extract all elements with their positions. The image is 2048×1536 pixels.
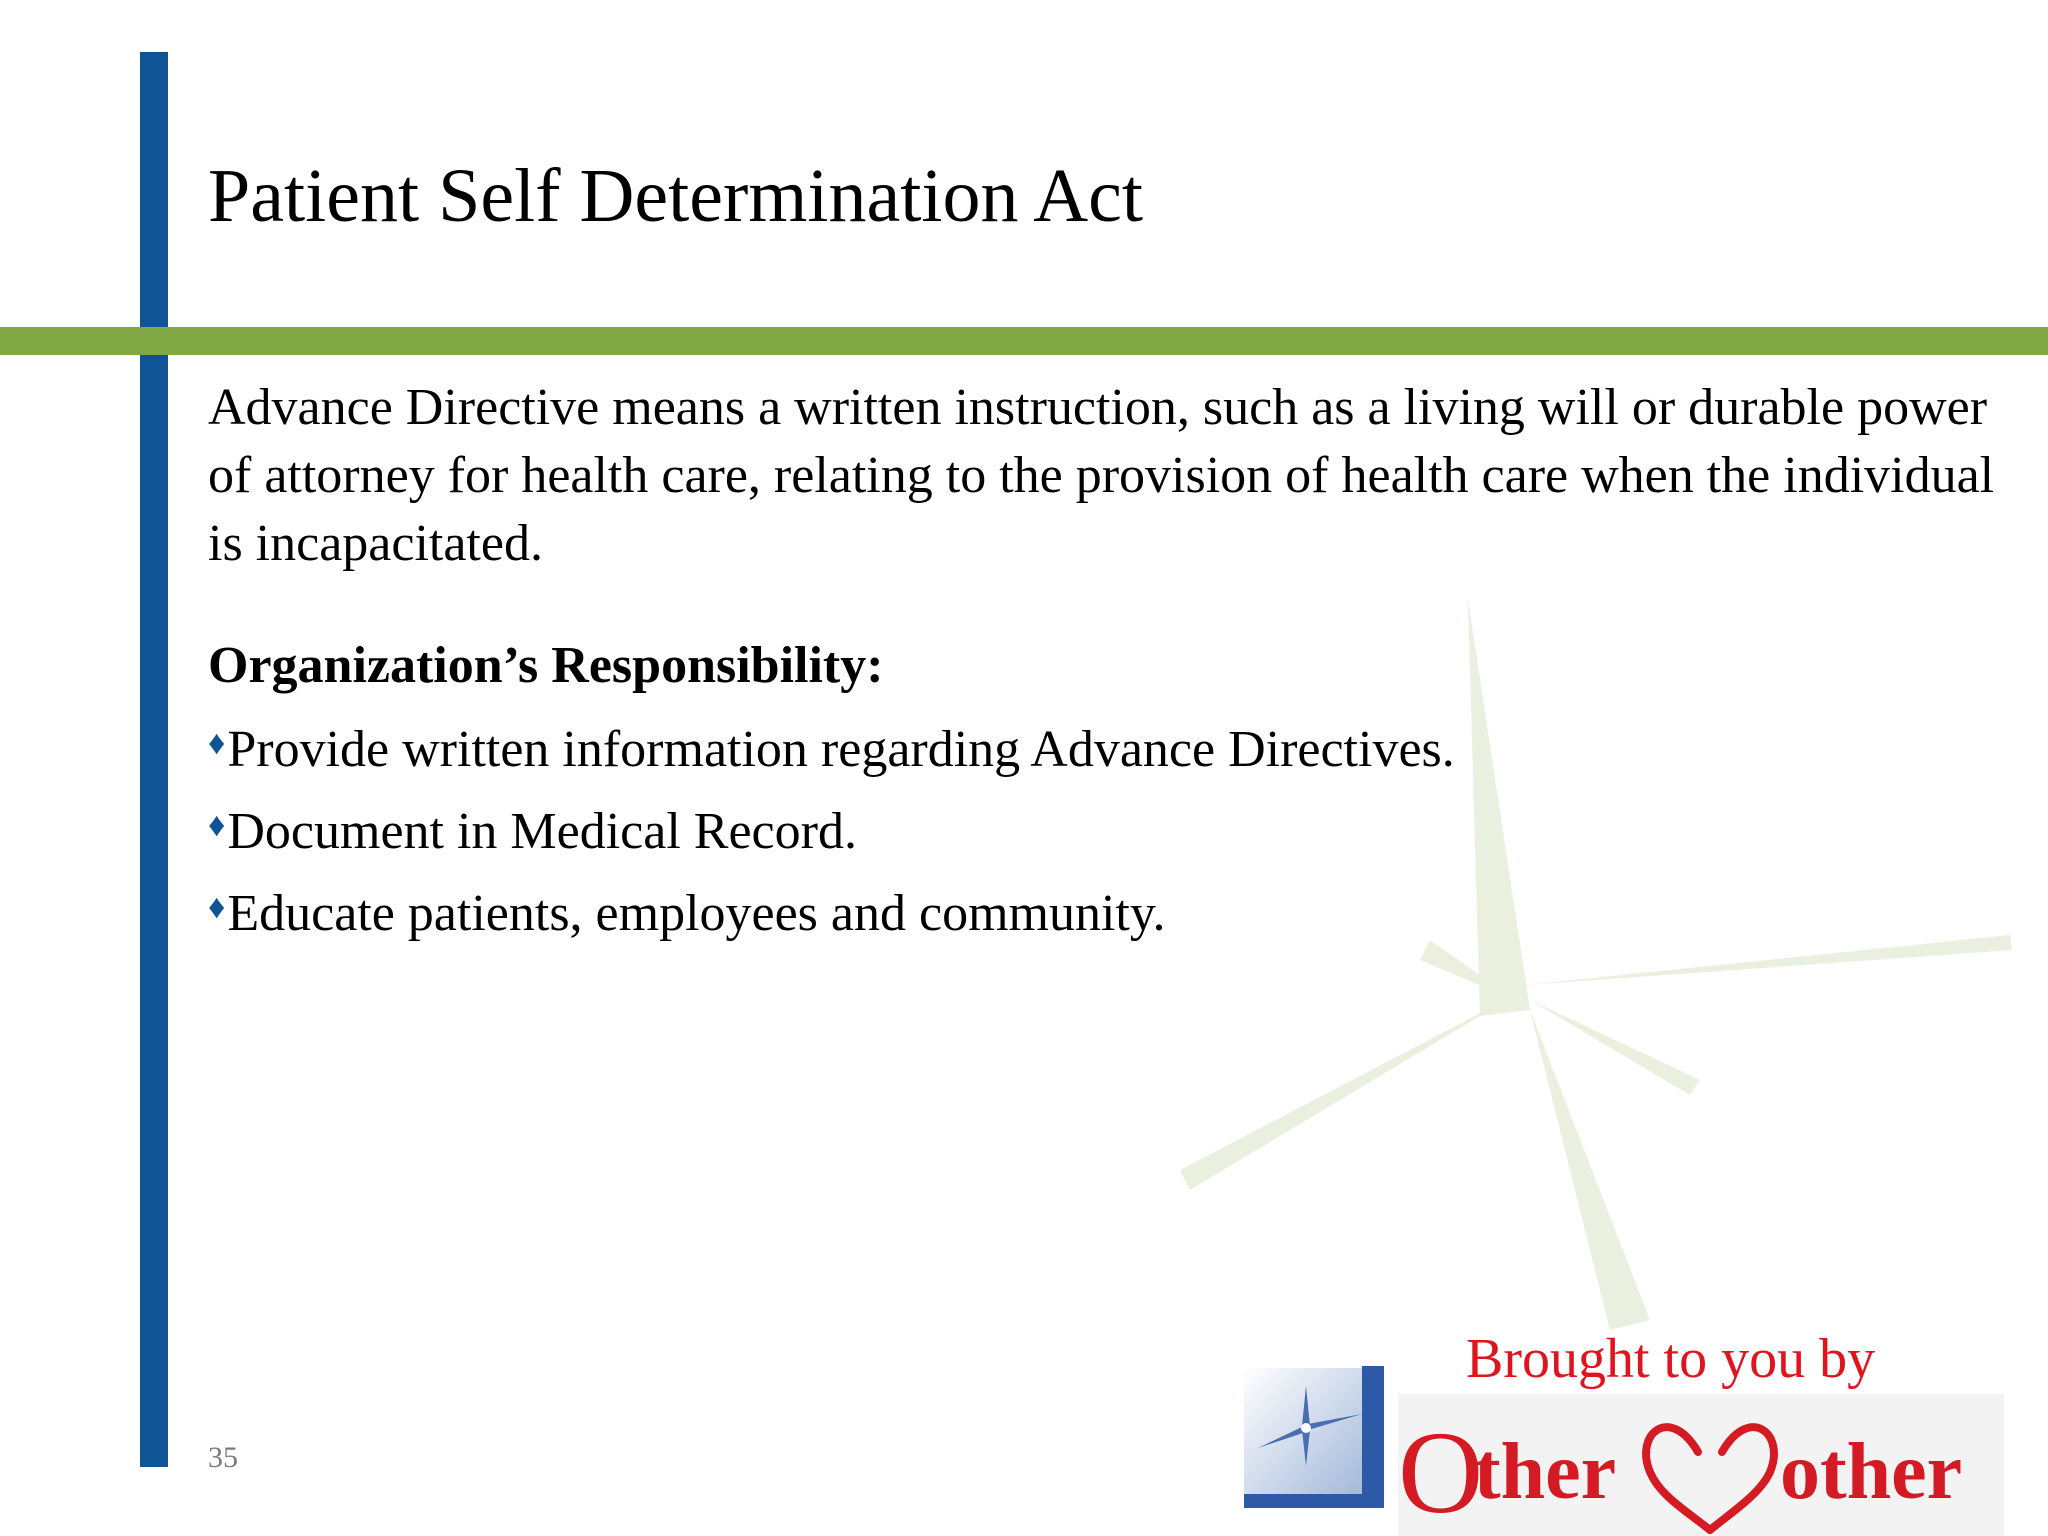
page-number: 35: [208, 1441, 238, 1474]
diamond-bullet-icon: ♦: [208, 889, 226, 926]
responsibility-heading: Organization’s Responsibility:: [208, 637, 884, 694]
svg-text:ther: ther: [1474, 1428, 1617, 1516]
list-item: [208, 716, 1455, 798]
svg-text:O: O: [1398, 1407, 1484, 1536]
left-accent-bar: [140, 52, 168, 1467]
definition-paragraph: Advance Directive means a written instruction, such as a living will or durable power of attorney for health care, relating to the provision of health care when the individual is incapacitated.: [208, 379, 1995, 572]
list-item: [208, 880, 1455, 962]
list-item-text: Document in Medical Record.: [227, 803, 857, 860]
svg-text:other: other: [1780, 1428, 1963, 1516]
list-item: [208, 798, 1455, 880]
responsibility-list: [208, 716, 1455, 962]
diamond-bullet-icon: ♦: [208, 807, 226, 844]
title-divider-bar: [0, 327, 2048, 355]
brought-to-you-by-text: Brought to you by: [1466, 1328, 1876, 1390]
list-item-text: Educate patients, employees and community.: [227, 885, 1166, 942]
other-mother-logo: [1398, 1394, 2004, 1536]
diamond-bullet-icon: ♦: [208, 725, 226, 762]
slide-title: Patient Self Determination Act: [208, 154, 1144, 238]
list-item-text: Provide written information regarding Advance Directives.: [227, 721, 1455, 778]
star-in-square-icon: [1244, 1366, 1384, 1508]
